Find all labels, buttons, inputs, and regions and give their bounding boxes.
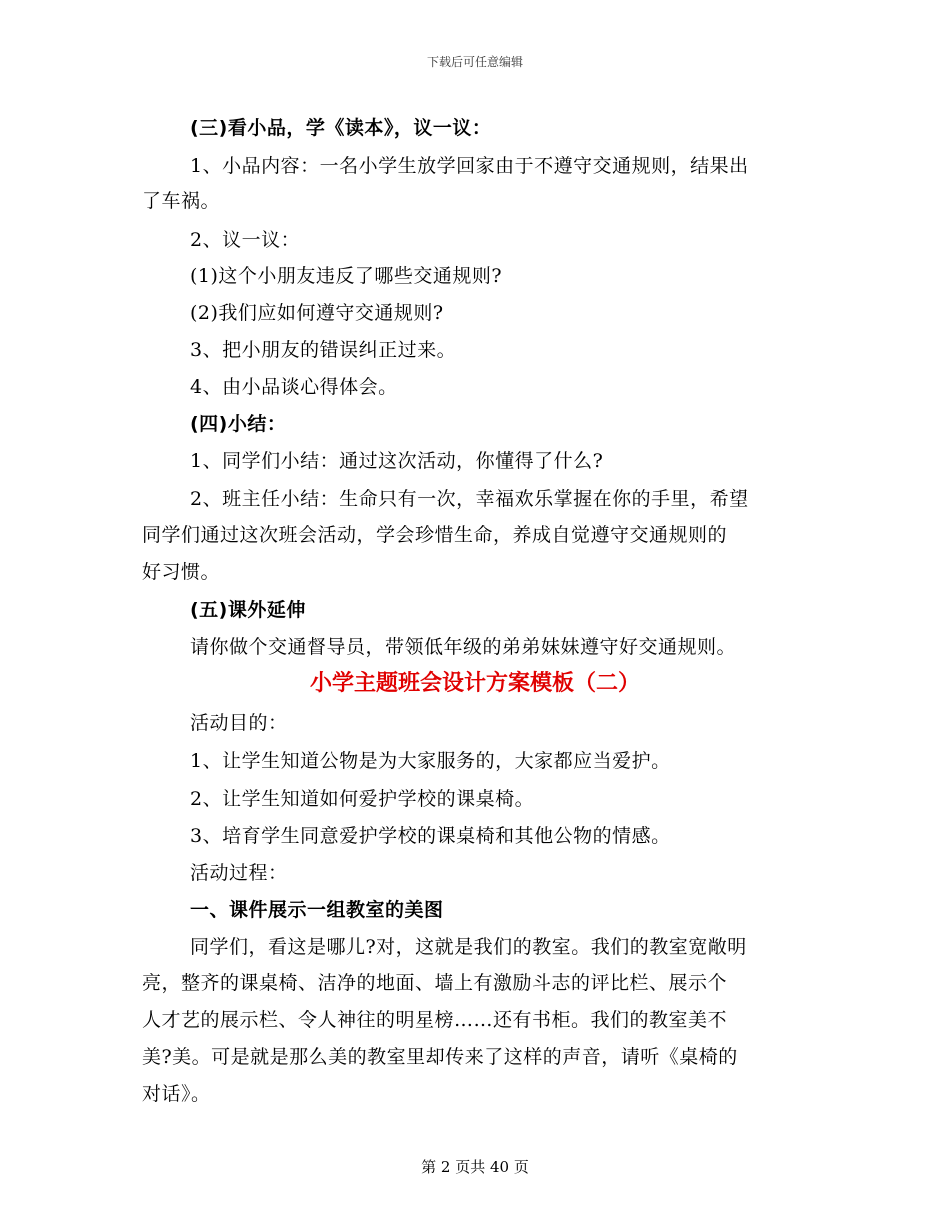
paragraph-line: 2、议一议：	[190, 229, 301, 251]
step1-heading: 一、课件展示一组教室的美图	[190, 899, 444, 921]
paragraph-line: 1、同学们小结：通过这次活动，你懂得了什么?	[190, 450, 604, 472]
paragraph-line: 对话》。	[142, 1083, 211, 1105]
paragraph-line: 活动过程：	[190, 862, 288, 884]
page-footer: 第 2 页共 40 页	[421, 1158, 529, 1176]
paragraph-line: 同学们，看这是哪儿?对，这就是我们的教室。我们的教室宽敞明	[190, 936, 747, 958]
page-header: 下载后可任意编辑	[426, 55, 523, 69]
paragraph-line: (1)这个小朋友违反了哪些交通规则?	[190, 265, 503, 287]
section5-heading: (五)课外延伸	[190, 599, 306, 621]
paragraph-line: 2、班主任小结：生命只有一次，幸福欢乐掌握在你的手里，希望	[190, 488, 749, 510]
paragraph-line: 2、让学生知道如何爱护学校的课桌椅。	[190, 788, 535, 810]
paragraph-line: 了车祸。	[142, 190, 221, 212]
paragraph-line: 请你做个交通督导员，带领低年级的弟弟妹妹遵守好交通规则。	[190, 636, 737, 658]
paragraph-line: 3、把小朋友的错误纠正过来。	[190, 339, 457, 361]
paragraph-line: 美?美。可是就是那么美的教室里却传来了这样的声音，请听《桌椅的	[142, 1046, 738, 1068]
section3-heading: (三)看小品，学《读本》，议一议：	[190, 117, 492, 139]
paragraph-line: 活动目的：	[190, 712, 288, 734]
section4-heading: (四)小结：	[190, 413, 287, 435]
paragraph-line: 同学们通过这次班会活动，学会珍惜生命，养成自觉遵守交通规则的	[142, 524, 728, 546]
paragraph-line: 3、培育学生同意爱护学校的课桌椅和其他公物的情感。	[190, 825, 671, 847]
paragraph-line: 好习惯。	[142, 561, 221, 583]
paragraph-line: 亮，整齐的课桌椅、洁净的地面、墙上有激励斗志的评比栏、展示个	[142, 972, 728, 994]
paragraph-line: 人才艺的展示栏、令人神往的明星榜……还有书柜。我们的教室美不	[142, 1009, 728, 1031]
template2-title: 小学主题班会设计方案模板（二）	[309, 671, 640, 696]
paragraph-line: 4、由小品谈心得体会。	[190, 376, 398, 398]
paragraph-line: 1、小品内容：一名小学生放学回家由于不遵守交通规则，结果出	[190, 155, 749, 177]
paragraph-line: (2)我们应如何遵守交通规则?	[190, 302, 444, 324]
paragraph-line: 1、让学生知道公物是为大家服务的，大家都应当爱护。	[190, 750, 671, 772]
